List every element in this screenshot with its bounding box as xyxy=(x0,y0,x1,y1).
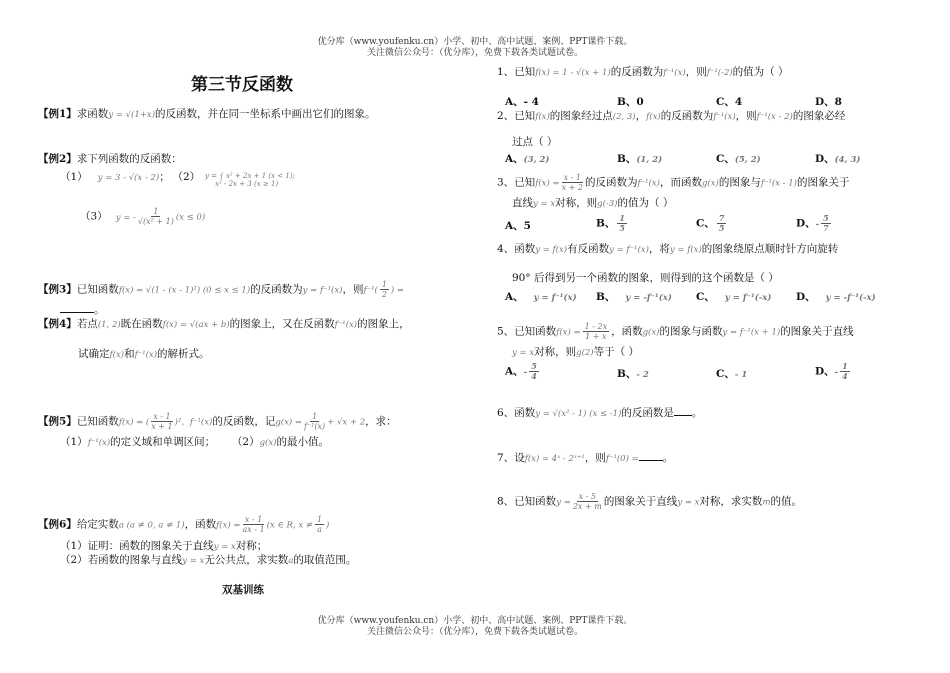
example-5 xyxy=(38,412,397,431)
text: 证明：函数的图象关于直线 xyxy=(87,540,214,552)
formula: y = x xyxy=(213,542,236,552)
option-b[interactable]: B、0 xyxy=(617,96,644,108)
formula: f⁻¹( xyxy=(363,285,378,296)
question-1 xyxy=(497,66,789,80)
text: ，则 xyxy=(584,452,606,464)
text: ，函数 xyxy=(184,518,217,531)
formula: - 2 xyxy=(636,370,649,380)
numerator: 5 xyxy=(531,361,537,371)
text: 的图象关于直线 xyxy=(603,495,678,508)
formula: (x ∈ R, x ≠ xyxy=(266,520,313,531)
formula: y = f⁻¹(x) xyxy=(302,285,343,296)
option-label: C、 xyxy=(696,217,715,230)
text: 对称，则 xyxy=(555,197,598,209)
question-8 xyxy=(497,492,802,511)
denominator: 5 xyxy=(619,223,625,233)
text: 的值为（ ） xyxy=(732,66,789,78)
formula: y = x xyxy=(677,497,700,508)
denominator: 2 xyxy=(381,290,387,299)
fraction xyxy=(562,173,583,192)
fraction xyxy=(821,214,831,233)
formula: f(x) = √(1 - (x - 1)²) (0 ≤ x ≤ 1) xyxy=(118,285,251,296)
text: 试确定 xyxy=(78,348,110,360)
separator: ； xyxy=(159,171,170,183)
text: ，则 xyxy=(342,283,364,296)
text: 。 xyxy=(662,452,674,464)
formula: y = { x² + 2x + 1 (x < 1); xyxy=(205,172,295,180)
fraction xyxy=(138,207,174,226)
text: 已知 xyxy=(514,176,536,189)
formula: y = f⁻¹(x + 1) xyxy=(722,327,781,338)
text: 已知 xyxy=(514,110,536,122)
question-4 xyxy=(497,243,838,257)
part-label: （3） xyxy=(80,210,108,223)
fraction xyxy=(573,492,602,511)
text: 的反函数是 xyxy=(621,407,674,419)
footer-line-2: 关注微信公众号：（优分库），免费下载各类试题试卷。 xyxy=(366,627,583,637)
option-label: D、 xyxy=(815,153,835,165)
question-4-line-2: 90° 后得到另一个函数的图象，则得到的这个函数是（ ） xyxy=(512,272,779,284)
question-2-line-2: 过点（ ） xyxy=(512,136,558,148)
text: 的反函数为 xyxy=(660,110,714,122)
text: ，则 xyxy=(685,66,707,78)
formula: y = f⁻¹(-x) xyxy=(724,293,772,303)
formula: (1, 2) xyxy=(636,155,663,165)
text: 。 xyxy=(691,407,703,419)
fraction xyxy=(151,412,172,431)
formula: y = -f⁻¹(x) xyxy=(625,293,672,303)
formula: f(x) = xyxy=(535,178,560,189)
example-6 xyxy=(38,515,329,534)
text: 对称，则 xyxy=(534,346,577,358)
text: 已知函数 xyxy=(514,325,557,338)
formula: (5, 2) xyxy=(734,155,761,165)
text: 有反函数 xyxy=(567,243,610,255)
text: ， xyxy=(635,110,647,122)
formula: f⁻¹(x - 1) xyxy=(760,178,797,189)
example-label: 【例3】 xyxy=(38,283,77,296)
formula: f⁻¹(x) xyxy=(134,350,158,360)
denominator: √(x² + 1) xyxy=(137,217,174,226)
formula: ) xyxy=(326,520,330,531)
formula: y = √(1+x) xyxy=(108,110,156,120)
question-3 xyxy=(497,173,849,192)
question-5-line-2 xyxy=(512,346,639,360)
question-number: 6、 xyxy=(497,407,515,419)
denominator: 4 xyxy=(842,371,848,381)
text: 的反函数，记 xyxy=(212,415,276,428)
text: 给定实数 xyxy=(76,518,119,531)
option-a[interactable]: A、- $\frac{5}{4}$ xyxy=(505,361,537,381)
text: 的反函数为 xyxy=(584,176,638,189)
formula: y = x xyxy=(512,348,535,358)
formula: a xyxy=(288,556,294,566)
denominator: x + 2 xyxy=(561,183,583,192)
formula: y = f(x) xyxy=(535,245,568,255)
formula: f⁻¹(x) xyxy=(334,320,358,330)
text: ，则 xyxy=(735,110,757,122)
numerator: x - 1 xyxy=(563,173,581,182)
part-label: （2） xyxy=(60,554,88,566)
text: 。 xyxy=(94,304,105,316)
denominator: 5 xyxy=(718,223,725,233)
denominator: ax - 1 xyxy=(242,525,265,534)
formula: x² - 2x + 3 (x ≥ 1) xyxy=(215,180,279,188)
option-d[interactable] xyxy=(815,153,860,167)
formula: (2, 3) xyxy=(612,112,636,122)
question-5 xyxy=(497,322,854,341)
formula: a (a ≠ 0, a ≠ 1) xyxy=(118,520,185,531)
part-label: （1） xyxy=(60,171,88,183)
option-label: B、 xyxy=(617,153,637,165)
text: ，求： xyxy=(365,415,397,428)
text: 的图象绕原点顺时针方向旋转 xyxy=(701,243,839,255)
formula: g(2) xyxy=(576,348,594,358)
fraction xyxy=(529,362,539,381)
example-label: 【例5】 xyxy=(38,415,77,428)
text: ，函数 xyxy=(611,325,643,338)
formula: (x ≤ 0) xyxy=(175,212,206,223)
formula: )²，f⁻¹(x) xyxy=(174,417,213,428)
numerator: 1 xyxy=(153,207,159,216)
denominator: 4 xyxy=(531,371,537,381)
option-b[interactable] xyxy=(596,291,672,305)
numerator: 1 - 2x xyxy=(584,322,608,331)
example-6-part-1 xyxy=(60,540,267,554)
numerator: x - 5 xyxy=(578,492,597,501)
text: 对称，求实数 xyxy=(699,495,763,508)
text: 的图象上，又在反函数 xyxy=(229,318,335,330)
formula: f(x) = ( xyxy=(118,417,150,428)
option-label: D、 xyxy=(815,365,835,378)
option-c[interactable] xyxy=(696,214,728,233)
formula: y = -f⁻¹(-x) xyxy=(825,293,876,303)
example-label: 【例1】 xyxy=(38,108,77,120)
formula: y = √(x² - 1) (x ≤ -1) xyxy=(535,409,622,419)
option-d[interactable]: D、- $\frac{5}{7}$ xyxy=(796,213,829,233)
text: 的图象经过点 xyxy=(549,110,613,122)
example-2 xyxy=(38,153,182,166)
example-4 xyxy=(38,318,410,332)
formula: y = f⁻¹(x) xyxy=(609,245,649,255)
formula: y = xyxy=(556,497,571,508)
option-a[interactable]: A、- 4 xyxy=(505,96,539,108)
question-number: 5、 xyxy=(497,325,515,338)
option-b[interactable] xyxy=(596,214,629,233)
formula: f(x) = xyxy=(556,327,581,338)
formula: f⁻¹(x) xyxy=(713,112,736,122)
formula: f(x) = 1 - √(x + 1) xyxy=(535,68,611,78)
option-label: A、 xyxy=(505,291,524,303)
formula: m xyxy=(762,497,771,508)
text: 的图象必经 xyxy=(792,110,846,122)
part-label: （2） xyxy=(177,171,201,183)
option-label: C、 xyxy=(716,368,735,380)
text: 已知 xyxy=(514,66,536,78)
text: 的反函数为 xyxy=(250,283,303,296)
text: 求函数 xyxy=(76,108,109,120)
text: 的图象关于直线 xyxy=(780,325,854,338)
example-2-piecewise xyxy=(205,172,295,188)
formula: f(x) xyxy=(535,112,550,122)
text: 和 xyxy=(124,348,135,360)
section-title: 双基训练 xyxy=(222,584,264,596)
formula: f(x) xyxy=(109,350,125,360)
text: 的图象与函数 xyxy=(659,325,723,338)
text: 的定义域和单调区间； xyxy=(110,436,216,448)
example-2-part-1 xyxy=(60,171,200,185)
option-d[interactable]: D、8 xyxy=(815,96,842,108)
question-7 xyxy=(497,450,673,466)
text: 求下列函数的反函数： xyxy=(76,153,182,165)
formula: y = f⁻¹(x) xyxy=(533,293,577,303)
text: 的图象关于 xyxy=(796,176,850,189)
answer-blank[interactable] xyxy=(60,302,94,313)
formula: f(x) xyxy=(646,112,661,122)
formula: g(x) xyxy=(642,327,660,338)
formula: + √x + 2 xyxy=(327,417,366,428)
example-6-part-2 xyxy=(60,554,356,568)
option-label: D、 xyxy=(796,291,816,303)
header-line-2: 关注微信公众号：（优分库），免费下载各类试题试卷。 xyxy=(366,48,583,58)
formula: y = - xyxy=(115,212,136,223)
example-1 xyxy=(38,108,376,122)
formula: f(x) = √(ax + b) xyxy=(162,320,230,330)
text: 的解析式。 xyxy=(157,348,210,360)
text: 的值。 xyxy=(770,495,802,508)
numerator: 1 xyxy=(619,213,625,223)
numerator: x - 1 xyxy=(153,412,171,421)
denominator: x + 1 xyxy=(151,422,173,431)
text: 直线 xyxy=(512,197,533,209)
part-label: （2） xyxy=(237,436,260,448)
fraction xyxy=(617,214,627,233)
text: 的取值范围。 xyxy=(293,554,357,566)
answer-blank[interactable] xyxy=(674,405,692,416)
option-d[interactable]: D、- $\frac{1}{4}$ xyxy=(815,361,848,381)
fraction xyxy=(243,515,265,534)
option-b[interactable] xyxy=(617,153,662,167)
text: 已知函数 xyxy=(76,283,119,296)
text: 若点 xyxy=(76,318,98,330)
numerator: 7 xyxy=(718,213,725,223)
denominator: 7 xyxy=(823,223,829,233)
formula: f⁻¹(x) xyxy=(663,68,686,78)
option-label: C、 xyxy=(716,153,735,165)
example-label: 【例6】 xyxy=(38,518,77,531)
formula: g(x) xyxy=(259,438,277,448)
text: 已知函数 xyxy=(514,495,557,508)
option-c[interactable] xyxy=(716,368,747,382)
option-label: A、 xyxy=(505,153,524,165)
text: 函数 xyxy=(514,243,536,255)
text: 的最小值。 xyxy=(276,436,329,448)
text: 等于（ ） xyxy=(593,346,639,358)
example-3-answer xyxy=(60,302,105,317)
question-number: 1、 xyxy=(497,66,515,78)
text: ，而函数 xyxy=(659,176,702,189)
formula: (3, 2) xyxy=(523,155,550,165)
example-4-line-2 xyxy=(78,348,210,362)
footer-line-1: 优分库（www.youfenku.cn）小学、初中、高中试题、案例、PPT课件下载。 xyxy=(317,616,633,626)
question-3-line-2 xyxy=(512,197,673,211)
formula: f(x) = xyxy=(216,520,241,531)
text: 的反函数，并在同一坐标系中画出它们的图象。 xyxy=(155,108,376,120)
text: 既在函数 xyxy=(120,318,163,330)
option-label: C、 xyxy=(696,291,715,303)
option-label: B、 xyxy=(596,291,616,303)
question-2 xyxy=(497,110,845,124)
formula: f(x) = 4ˣ - 2ˣ⁺¹ xyxy=(524,454,585,464)
option-c[interactable] xyxy=(716,153,761,167)
question-number: 7、 xyxy=(497,452,515,464)
text: 已知函数 xyxy=(76,415,119,428)
question-number: 4、 xyxy=(497,243,515,255)
text: 若函数的图象与直线 xyxy=(87,554,183,566)
formula: y = x xyxy=(533,199,556,209)
option-label: B、 xyxy=(617,368,637,380)
answer-blank[interactable] xyxy=(639,450,663,461)
formula: - 1 xyxy=(734,370,748,380)
formula: ) = xyxy=(390,285,405,296)
formula: f⁻¹(-2) xyxy=(706,68,733,78)
formula: f⁻¹(x - 2) xyxy=(756,112,793,122)
fraction xyxy=(380,280,389,299)
formula: y = 3 - √(x - 2) xyxy=(97,173,160,183)
numerator: 1 xyxy=(312,412,318,421)
formula: y = x xyxy=(182,556,205,566)
text: 对称； xyxy=(235,540,268,552)
text: 的值为（ ） xyxy=(617,197,674,209)
formula: g(-3) xyxy=(597,199,618,209)
denominator: a xyxy=(317,525,322,534)
text: 的反函数为 xyxy=(610,66,664,78)
option-a[interactable]: A、5 xyxy=(505,220,531,232)
numerator: 1 xyxy=(381,280,387,289)
formula: g(x) = xyxy=(275,417,303,428)
denominator: 2x + m xyxy=(572,502,602,511)
numerator: x - 1 xyxy=(244,515,263,524)
question-number: 3、 xyxy=(497,176,515,189)
example-label: 【例4】 xyxy=(38,318,77,330)
option-c[interactable]: C、4 xyxy=(716,96,743,108)
formula: f⁻¹(x) xyxy=(637,178,660,189)
formula: (4, 3) xyxy=(834,155,861,165)
formula: f⁻¹(0) = xyxy=(605,454,639,464)
option-a[interactable] xyxy=(505,153,549,167)
fraction xyxy=(583,322,609,341)
numerator: 1 xyxy=(842,361,848,371)
formula: (1, 2) xyxy=(97,320,121,330)
option-c[interactable] xyxy=(696,291,771,305)
question-6 xyxy=(497,405,702,421)
fraction xyxy=(717,214,727,233)
text: ，将 xyxy=(648,243,670,255)
example-3 xyxy=(38,280,404,299)
option-d[interactable] xyxy=(796,291,876,305)
part-label: （1） xyxy=(60,540,88,552)
option-b[interactable] xyxy=(617,368,649,382)
fraction xyxy=(315,515,324,534)
part-label: （1） xyxy=(60,436,88,448)
formula: y = f(x) xyxy=(669,245,702,255)
fraction xyxy=(304,412,325,431)
denominator: f⁻¹(x) xyxy=(304,422,326,431)
question-number: 2、 xyxy=(497,110,515,122)
option-label: D、 xyxy=(796,217,816,230)
text: 函数 xyxy=(514,407,536,419)
text: 的图象与 xyxy=(718,176,761,189)
question-number: 8、 xyxy=(497,495,515,508)
formula: f⁻¹(x) xyxy=(87,438,111,448)
example-5-parts xyxy=(60,436,329,450)
text: 无公共点，求实数 xyxy=(204,554,289,566)
denominator: 1 + x xyxy=(585,332,607,341)
text: 设 xyxy=(514,452,525,464)
fraction xyxy=(840,362,850,381)
header-line-1: 优分库（www.youfenku.cn）小学、初中、高中试题、案例、PPT课件下载。 xyxy=(317,37,633,47)
option-label: A、 xyxy=(505,365,524,378)
formula: g(x) xyxy=(701,178,719,189)
page-title: 第三节反函数 xyxy=(191,75,293,95)
option-a[interactable] xyxy=(505,291,577,305)
option-label: B、 xyxy=(596,217,616,230)
text: 的图象上， xyxy=(357,318,410,330)
numerator: 5 xyxy=(823,213,829,223)
numerator: 1 xyxy=(316,515,323,524)
example-2-part-3 xyxy=(80,207,205,226)
example-label: 【例2】 xyxy=(38,153,77,165)
